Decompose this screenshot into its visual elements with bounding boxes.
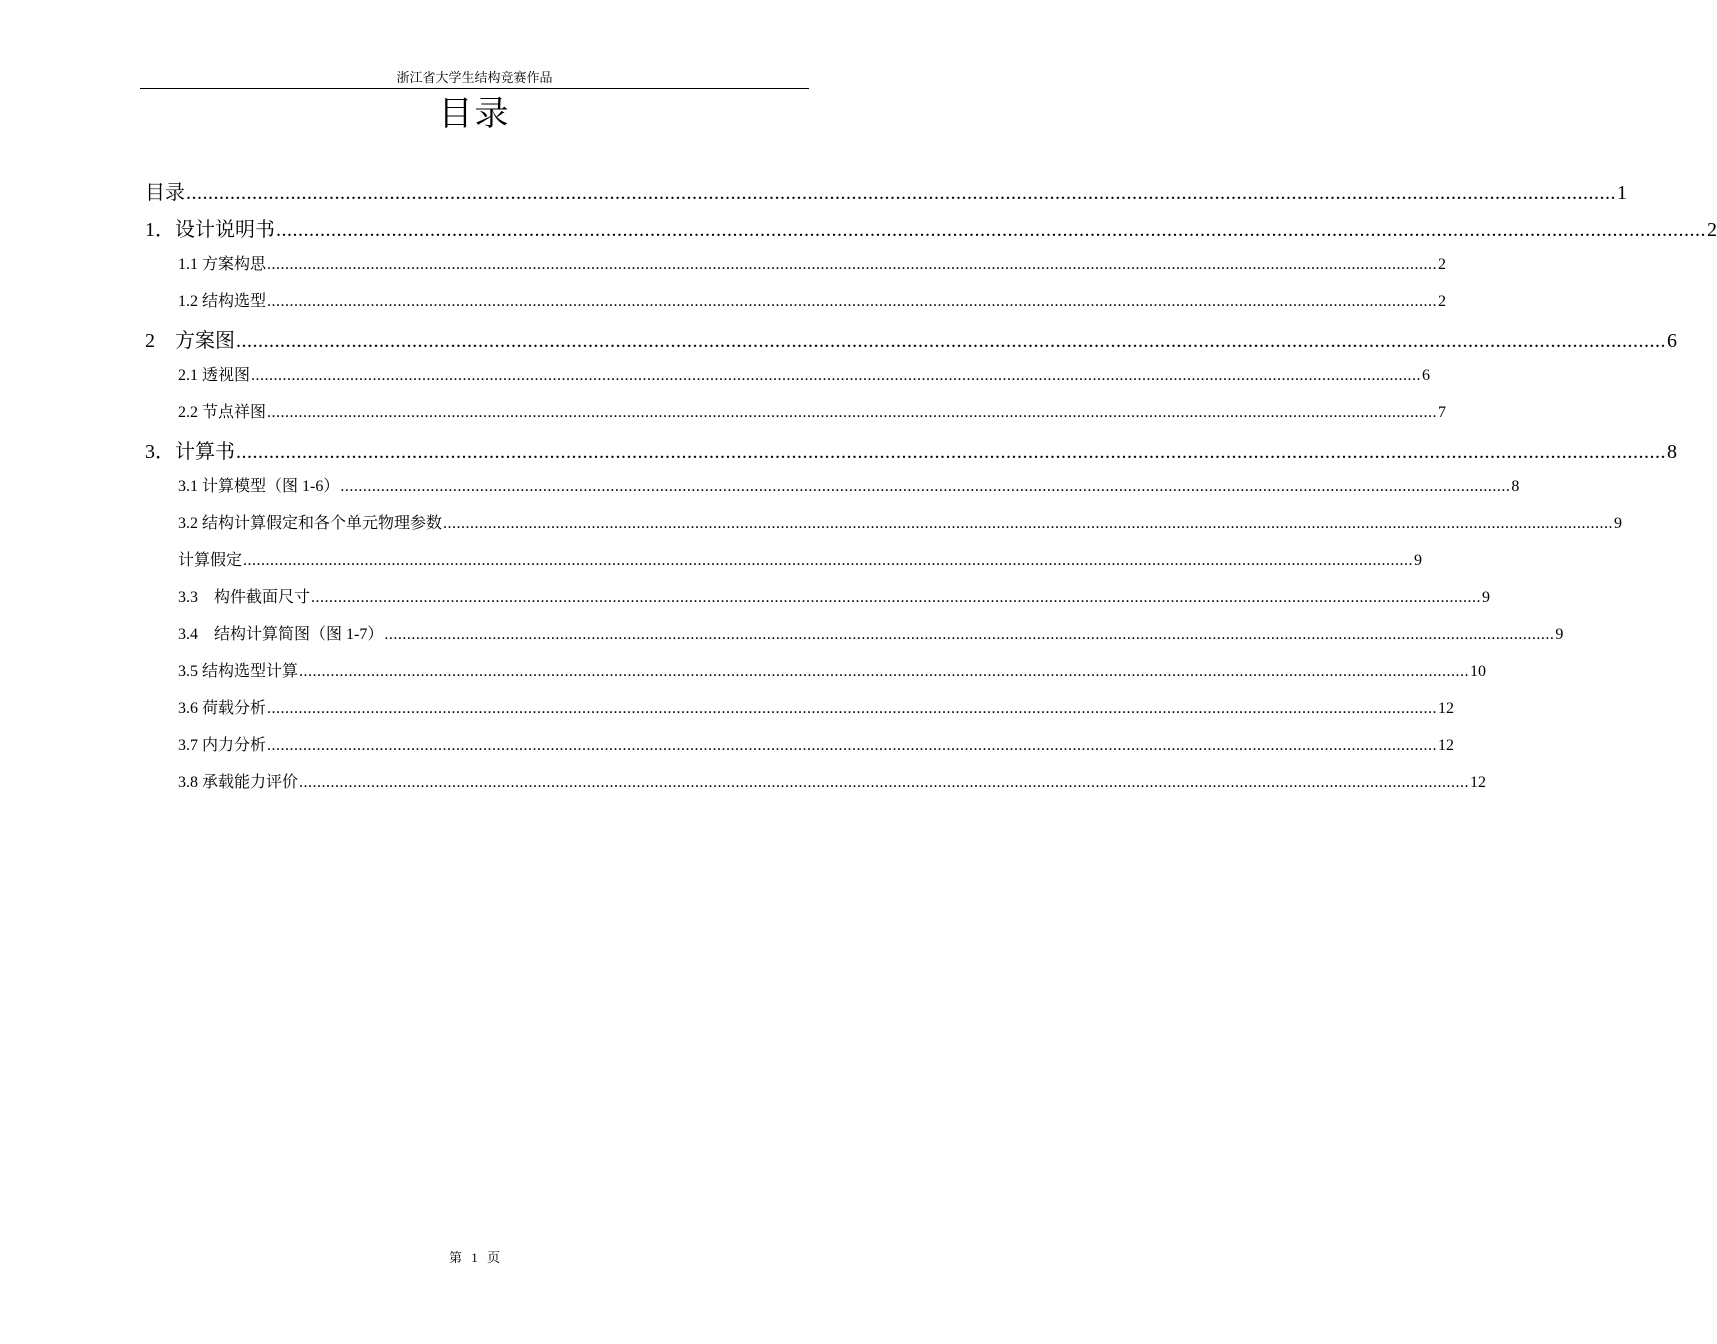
dot-leader: .................................................................................................................................................................................................................................................................... [267, 256, 1438, 273]
toc-entry-page: 2 [1438, 256, 1447, 273]
toc-entry-label: 3.2 结构计算假定和各个单元物理参数 [178, 515, 443, 532]
toc-entry[interactable] [178, 476, 1520, 498]
toc-entry-page: 2 [1438, 293, 1447, 310]
toc-entry-label: 1．设计说明书 [145, 219, 275, 241]
toc-entry-page: 8 [1511, 478, 1520, 495]
page-footer: 第 1 页 [448, 1250, 500, 1265]
toc-entry-label: 3.4 结构计算简图（图 1-7） [178, 626, 384, 643]
toc-entry-page: 9 [1482, 589, 1491, 606]
toc-entry-label: 3.7 内力分析 [178, 737, 267, 754]
toc-entry[interactable] [145, 180, 1627, 206]
toc-entry-page: 8 [1667, 441, 1677, 463]
dot-leader: .................................................................................................................................................................................................................................................................... [236, 330, 1666, 352]
dot-leader: .................................................................................................................................................................................................................................................................... [340, 478, 1511, 495]
toc-entry-label: 1.2 结构选型 [178, 293, 267, 310]
toc-entry-label: 2 方案图 [145, 330, 235, 352]
dot-leader: .................................................................................................................................................................................................................................................................... [267, 700, 1438, 717]
toc-entry[interactable] [178, 550, 1423, 572]
toc-entry[interactable] [178, 772, 1487, 794]
toc-entry-label: 3.6 荷载分析 [178, 700, 267, 717]
dot-leader: .................................................................................................................................................................................................................................................................... [186, 182, 1616, 204]
toc-entry-page: 12 [1438, 737, 1455, 754]
toc-entry[interactable] [178, 402, 1447, 424]
toc-entry-page: 7 [1438, 404, 1447, 421]
toc-entry[interactable] [178, 587, 1491, 609]
dot-leader: .................................................................................................................................................................................................................................................................... [243, 552, 1414, 569]
dot-leader: .................................................................................................................................................................................................................................................................... [299, 774, 1470, 791]
toc-entry[interactable] [178, 698, 1455, 720]
toc-entry-page: 2 [1707, 219, 1717, 241]
dot-leader: .................................................................................................................................................................................................................................................................... [311, 589, 1482, 606]
toc-entry-page: 9 [1614, 515, 1623, 532]
dot-leader: .................................................................................................................................................................................................................................................................... [267, 737, 1438, 754]
dot-leader: .................................................................................................................................................................................................................................................................... [276, 219, 1706, 241]
toc-entry-page: 12 [1438, 700, 1455, 717]
toc-entry[interactable] [145, 439, 1677, 465]
toc-entry-label: 3.5 结构选型计算 [178, 663, 299, 680]
dot-leader: .................................................................................................................................................................................................................................................................... [267, 404, 1438, 421]
toc-entry-label: 2.1 透视图 [178, 367, 251, 384]
toc-entry-page: 6 [1422, 367, 1431, 384]
dot-leader: .................................................................................................................................................................................................................................................................... [267, 293, 1438, 310]
toc-entry[interactable] [178, 735, 1455, 757]
toc-entry[interactable] [145, 328, 1677, 354]
toc-entry[interactable] [178, 513, 1623, 535]
toc-entry-label: 计算假定 [178, 552, 243, 569]
toc-entry[interactable] [178, 365, 1431, 387]
toc-entry-label: 2.2 节点祥图 [178, 404, 267, 421]
toc-entry-page: 1 [1617, 182, 1627, 204]
dot-leader: .................................................................................................................................................................................................................................................................... [236, 441, 1666, 463]
dot-leader: .................................................................................................................................................................................................................................................................... [299, 663, 1470, 680]
toc-entry-label: 1.1 方案构思 [178, 256, 267, 273]
dot-leader: .................................................................................................................................................................................................................................................................... [384, 626, 1555, 643]
toc-entry-page: 9 [1555, 626, 1564, 643]
toc-entry-label: 3.8 承载能力评价 [178, 774, 299, 791]
toc-entry-label: 目录 [145, 182, 185, 204]
dot-leader: .................................................................................................................................................................................................................................................................... [251, 367, 1422, 384]
toc-entry-label: 3.3 构件截面尺寸 [178, 589, 311, 606]
toc-entry-page: 10 [1470, 663, 1487, 680]
header-rule [140, 88, 809, 89]
toc-entry[interactable] [178, 661, 1487, 683]
toc-entry[interactable] [178, 254, 1447, 276]
toc-entry-label: 3．计算书 [145, 441, 235, 463]
page-title: 目录 [438, 96, 511, 133]
toc-entry-page: 9 [1414, 552, 1423, 569]
toc-entry-page: 6 [1667, 330, 1677, 352]
running-header: 浙江省大学生结构竞赛作品 [396, 70, 553, 85]
dot-leader: .................................................................................................................................................................................................................................................................... [443, 515, 1614, 532]
toc-entry-label: 3.1 计算模型（图 1-6） [178, 478, 340, 495]
toc-entry-page: 12 [1470, 774, 1487, 791]
toc-entry[interactable] [178, 291, 1447, 313]
toc-entry[interactable] [178, 624, 1564, 646]
toc-entry[interactable] [145, 217, 1717, 243]
